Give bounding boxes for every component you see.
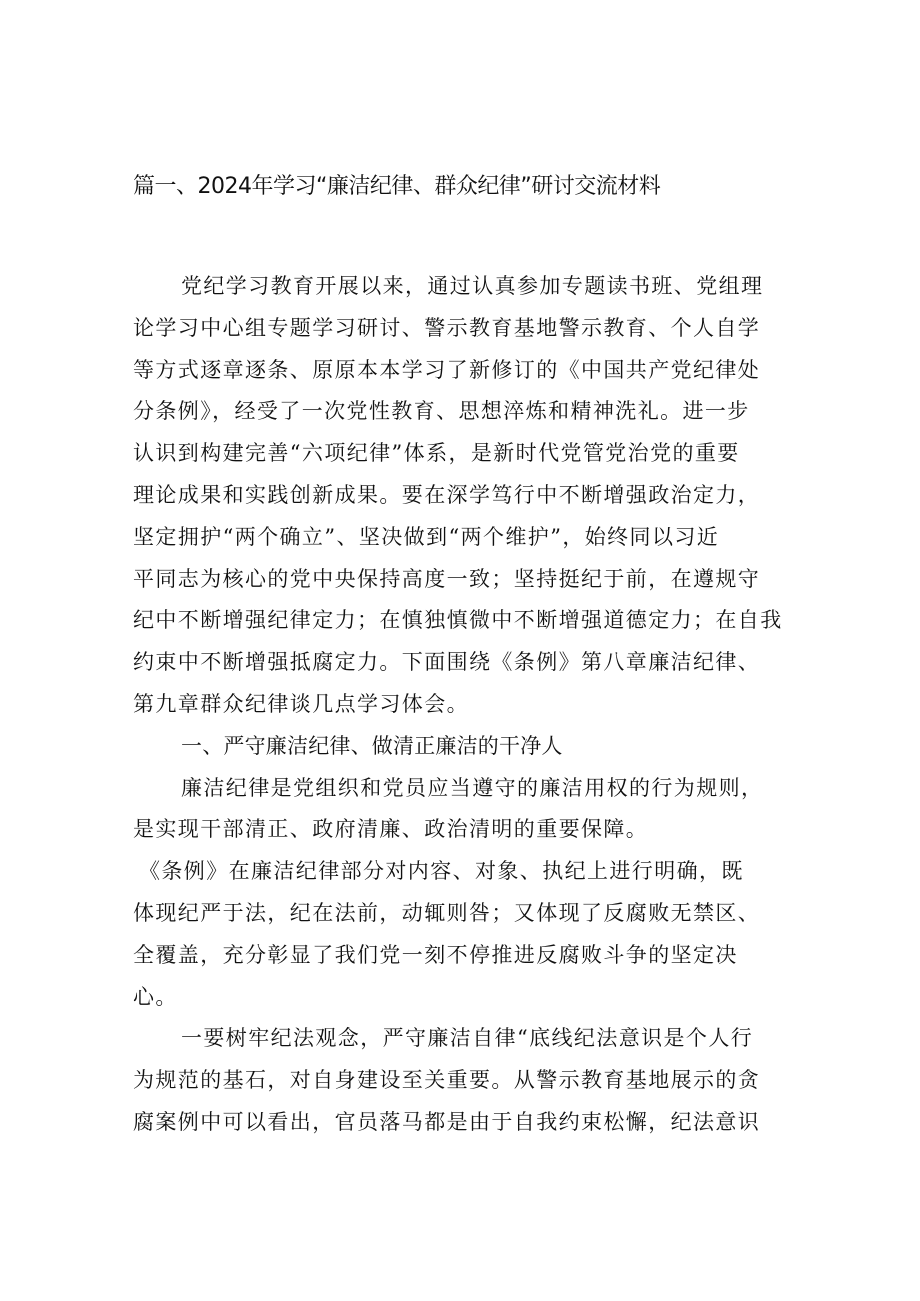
paragraph-line: 坚定拥护“两个确立”、坚决做到“两个维护”，始终同以习近 xyxy=(133,524,720,549)
paragraph-line: 纪中不断增强纪律定力；在慎独慎微中不断增强道德定力；在自我 xyxy=(133,608,783,633)
document-body xyxy=(133,266,793,1144)
paragraph-line: 平同志为核心的党中央保持高度一致；坚持挺纪于前，在遵规守 xyxy=(133,566,761,591)
paragraph-line: 一要树牢纪法观念，严守廉洁自律“底线纪法意识是个人行 xyxy=(181,1026,754,1051)
paragraph-line: 第九章群众纪律谈几点学习体会。 xyxy=(133,691,469,716)
paragraph-line: 廉洁纪律是党组织和党员应当遵守的廉洁用权的行为规则， xyxy=(181,775,764,800)
paragraph-line: 党纪学习教育开展以来，通过认真参加专题读书班、党组理 xyxy=(181,274,764,298)
paragraph-line: 为规范的基石，对自身建设至关重要。从警示教育基地展示的贪 xyxy=(133,1068,761,1093)
paragraph-line: 心。 xyxy=(133,984,178,1009)
paragraph-line: 认识到构建完善“六项纪律”体系，是新时代党管党治党的重要 xyxy=(133,441,740,466)
paragraph-line: 腐案例中可以看出，官员落马都是由于自我约束松懈，纪法意识 xyxy=(133,1109,761,1134)
paragraph-line: 全覆盖，充分彰显了我们党一刻不停推进反腐败斗争的坚定决 xyxy=(133,942,738,967)
paragraph-line: 是实现干部清正、政府清廉、政治清明的重要保障。 xyxy=(133,817,649,842)
paragraph-line: 约束中不断增强抵腐定力。下面围绕《条例》第八章廉洁纪律、 xyxy=(133,650,761,675)
paragraph-line: 等方式逐章逐条、原原本本学习了新修订的《中国共产党纪律处 xyxy=(133,357,761,382)
section-heading: 一、严守廉洁纪律、做清正廉洁的干净人 xyxy=(181,733,563,758)
paragraph-line: 理论成果和实践创新成果。要在深学笃行中不断增强政治定力， xyxy=(133,482,761,507)
paragraph-line: 体现纪严于法，纪在法前，动辄则咎；又体现了反腐败无禁区、 xyxy=(133,900,761,925)
paragraph-line: 分条例》，经受了一次党性教育、思想淬炼和精神洗礼。进一步 xyxy=(133,399,750,424)
document-title: 篇一、2024年学习“廉洁纪律、群众纪律”研讨交流材料 xyxy=(133,174,661,199)
paragraph-line: 《条例》在廉洁纪律部分对内容、对象、执纪上进行明确，既 xyxy=(139,859,744,884)
paragraph-line: 论学习中心组专题学习研讨、警示教育基地警示教育、个人自学 xyxy=(133,315,761,340)
